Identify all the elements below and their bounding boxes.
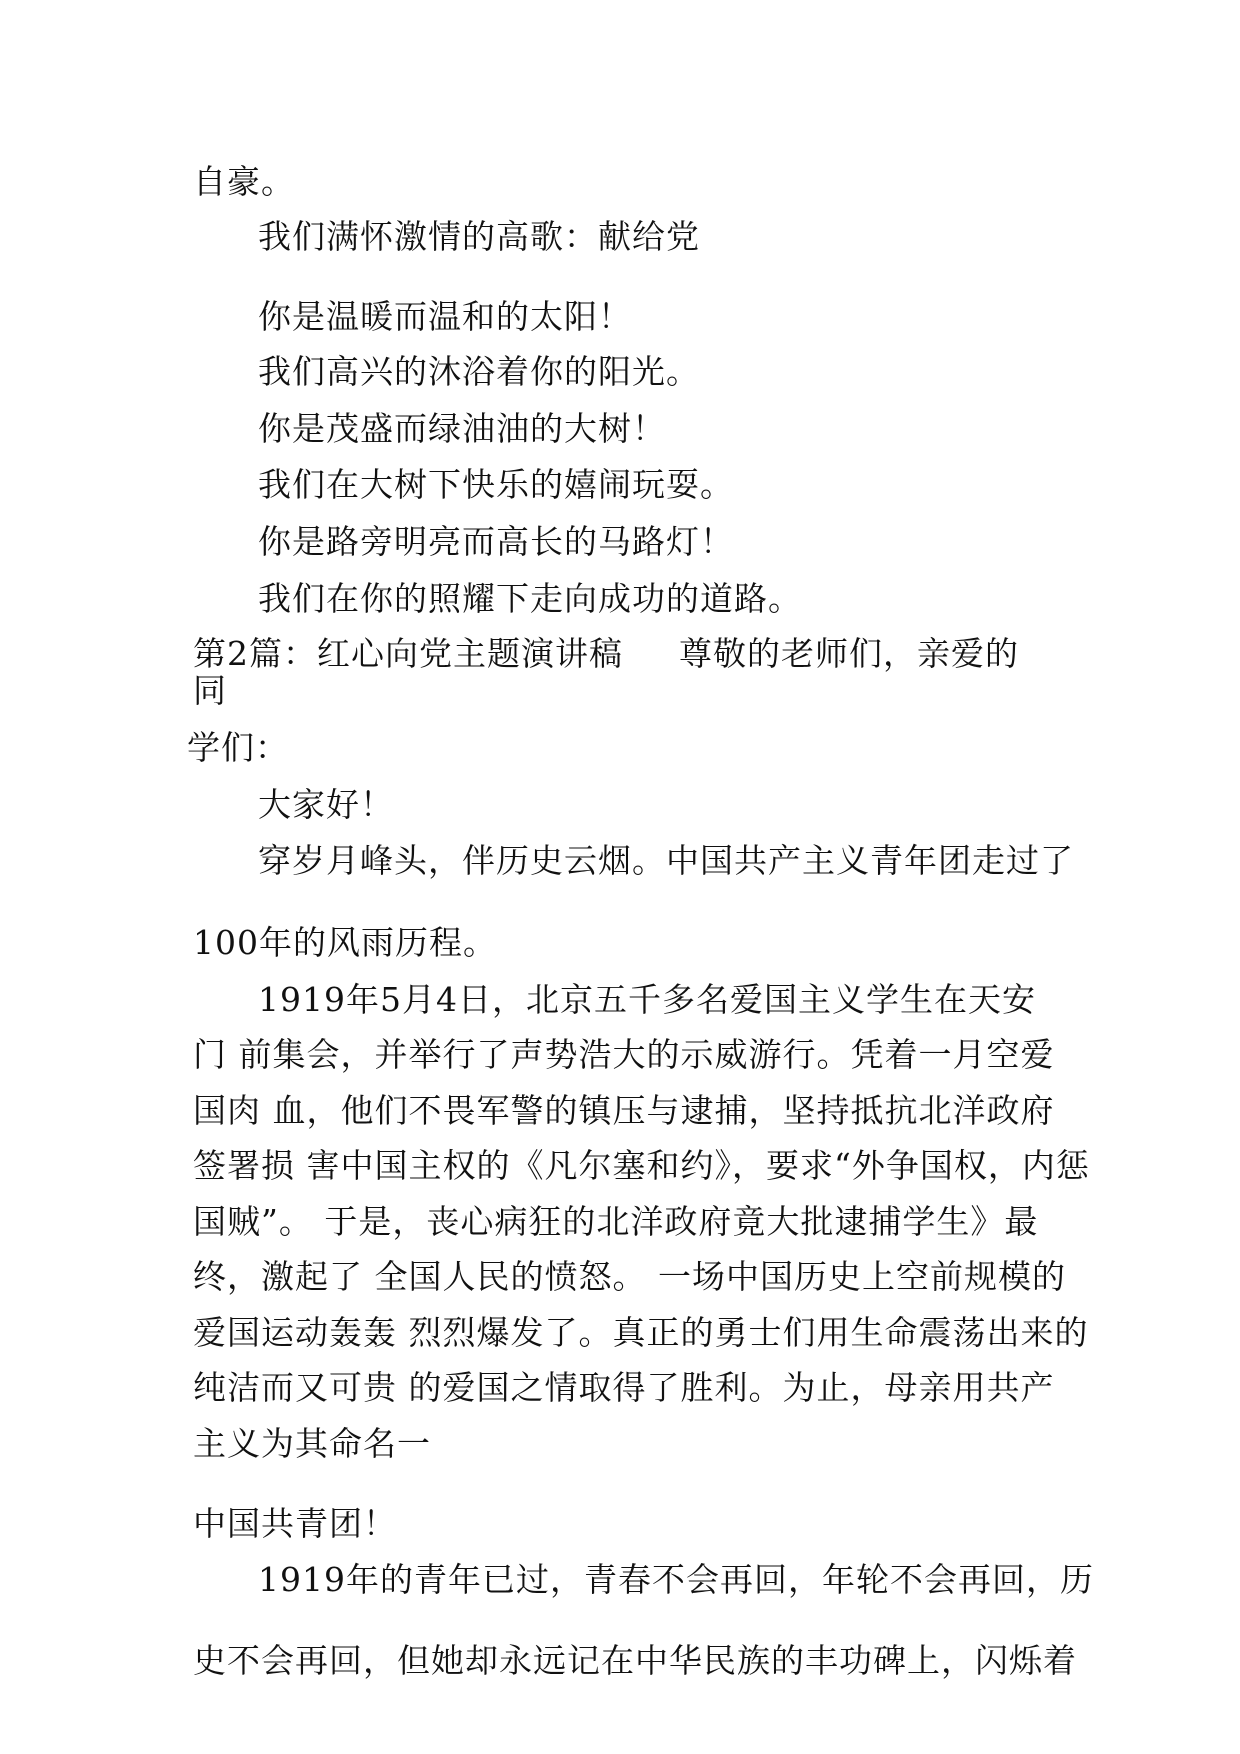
text-line: 大家好！ (258, 785, 394, 824)
text-line: 门 前集会，并举行了声势浩大的示威游行。凭着一月空爱 (193, 1035, 1055, 1074)
section-heading (193, 634, 1019, 674)
text-line: 你是路旁明亮而高长的马路灯！ (258, 522, 734, 561)
text-line: 自豪。 (193, 162, 295, 201)
text-line: 国贼”。 于是，丧心病狂的北洋政府竟大批逮捕学生》最 (193, 1202, 1039, 1241)
text-line: 我们在大树下快乐的嬉闹玩耍。 (258, 465, 734, 504)
text-line: 中国共青团！ (193, 1504, 397, 1543)
text-line: 学们： (187, 728, 289, 767)
text-line: 1919年的青年已过，青春不会再回，年轮不会再回，历 (258, 1560, 1094, 1599)
text-line: 爱国运动轰轰 烈烈爆发了。真正的勇士们用生命震荡出来的 (193, 1313, 1089, 1352)
text-line: 签署损 害中国主权的《凡尔塞和约》，要求“外争国权，内惩 (193, 1146, 1090, 1185)
text-line: 国肉 血，他们不畏军警的镇压与逮捕，坚持抵抗北洋政府 (193, 1091, 1055, 1130)
text-line: 100年的风雨历程。 (193, 923, 497, 962)
text-line: 1919年5月4日，北京五千多名爱国主义学生在天安 (258, 980, 1036, 1019)
text-line: 同 (193, 671, 227, 710)
section-title: 第2篇：红心向党主题演讲稿 (193, 634, 623, 673)
text-line: 你是茂盛而绿油油的大树！ (258, 409, 666, 448)
text-line: 终，激起了 全国人民的愤怒。 一场中国历史上空前规模的 (193, 1257, 1066, 1296)
text-line: 我们在你的照耀下走向成功的道路。 (258, 579, 802, 618)
text-line: 纯洁而又可贵 的爱国之情取得了胜利。为止，母亲用共产 (193, 1368, 1055, 1407)
text-line: 你是温暖而温和的太阳！ (258, 297, 632, 336)
text-line: 主义为其命名一 (193, 1424, 431, 1463)
text-line: 史不会再回，但她却永远记在中华民族的丰功碑上，闪烁着 (193, 1641, 1077, 1680)
text-line: 我们高兴的沐浴着你的阳光。 (258, 352, 700, 391)
salutation-text: 尊敬的老师们，亲爱的 (679, 634, 1019, 673)
text-line: 穿岁月峰头，伴历史云烟。中国共产主义青年团走过了 (258, 841, 1074, 880)
text-line: 我们满怀激情的高歌：献给党 (258, 217, 700, 256)
